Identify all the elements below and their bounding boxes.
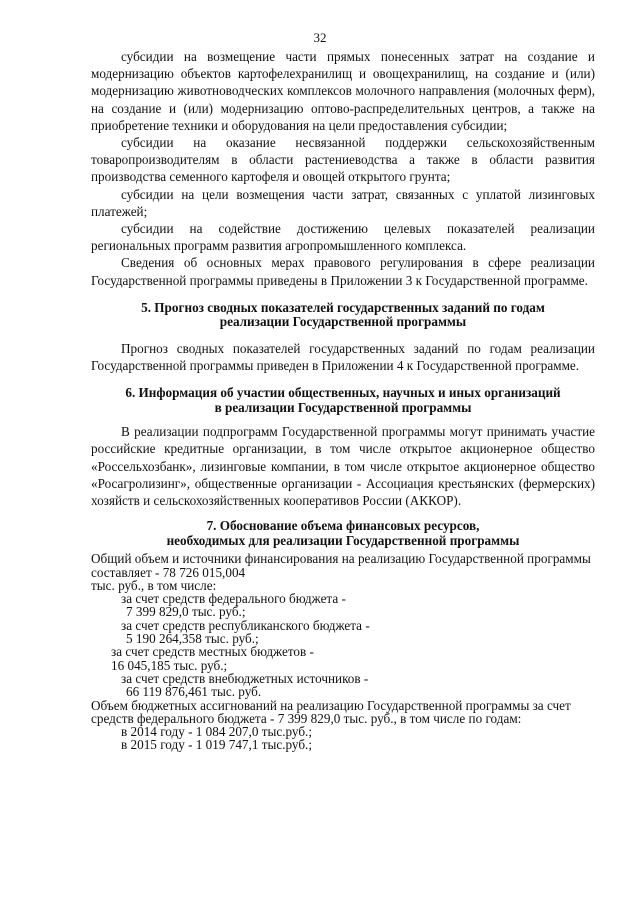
section-5-heading-line2: реализации Государственной программы bbox=[219, 314, 467, 330]
document-body bbox=[91, 48, 595, 752]
section-6 bbox=[91, 386, 595, 415]
section-5 bbox=[91, 301, 595, 330]
paragraph-legal-regulation: Сведения об основных мерах правового регулирования в сфере реализации Государственной программы приведены в Приложении 3 к Государственной программе. bbox=[91, 255, 595, 288]
funding-total: Общий объем и источники финансирования на реализацию Государственной программы составляет - 78 726 015,004 bbox=[91, 551, 591, 580]
funding-2014: в 2014 году - 1 084 207,0 тыс.руб.; bbox=[121, 724, 312, 740]
paragraph-subsidy-crops: субсидии на оказание несвязанной поддержки сельскохозяйственным товаропроизводителям в области растениеводства а также в области развития производства семенного картофеля и овощей открытого грунта; bbox=[91, 135, 595, 185]
section-7-heading-line2: необходимых для реализации Государственной программы bbox=[166, 532, 520, 548]
section-6-heading-line2: в реализации Государственной программы bbox=[214, 399, 472, 415]
section-7 bbox=[91, 519, 595, 548]
funding-extrabudget-label: за счет средств внебюджетных источников - bbox=[121, 670, 369, 686]
section-6-heading-line1: 6. Информация об участии общественных, научных и иных организаций bbox=[125, 385, 561, 401]
funding-republic-value: 5 190 264,358 тыс. руб.; bbox=[126, 631, 259, 647]
paragraph-subsidy-targets: субсидии на содействие достижению целевых показателей реализации региональных программ развития агропромышленного комплекса. bbox=[91, 221, 595, 254]
section-5-heading-line1: 5. Прогноз сводных показателей государственных заданий по годам bbox=[141, 299, 545, 315]
funding-2015: в 2015 году - 1 019 747,1 тыс.руб.; bbox=[121, 737, 312, 753]
paragraph-subsidy-leasing: субсидии на цели возмещения части затрат, связанных с уплатой лизинговых платежей; bbox=[91, 186, 595, 219]
section-6-text: В реализации подпрограмм Государственной программы могут принимать участие российские кредитные организации, в том числе открытое акционерное общество «Россельхозбанк», лизинговые компании, в том числе открытое акционерное общество «Росагролизинг», общественные организации - Ассоциация крестьянских (фермерских) хозяйств и сельскохозяйственных кооперативов России (АККОР). bbox=[91, 424, 595, 509]
funding-extrabudget-value: 66 119 876,461 тыс. руб. bbox=[126, 684, 262, 700]
page-number: 32 bbox=[313, 30, 327, 45]
section-7-heading-line1: 7. Обоснование объема финансовых ресурсов, bbox=[206, 518, 480, 534]
paragraph-subsidy-storage: субсидии на возмещение части прямых понесенных затрат на создание и модернизацию объектов картофелехранилищ и овощехранилищ, на создание и (или) модернизацию животноводческих комплексов молочного направления (молочных ферм), на создание и (или) модернизацию оптово-распределительных центров, а также на приобретение техники и оборудования на цели предоставления субсидии; bbox=[91, 49, 595, 133]
funding-federal-value: 7 399 829,0 тыс. руб.; bbox=[126, 604, 246, 620]
section-5-text: Прогноз сводных показателей государственных заданий по годам реализации Государственной программы приведен в Приложении 4 к Государственной программе. bbox=[91, 340, 595, 374]
funding-federal-allocations: Объем бюджетных ассигнований на реализацию Государственной программы за счет средств федерального бюджета - 7 399 829,0 тыс. руб., в том числе по годам: bbox=[91, 697, 571, 726]
funding-federal-label: за счет средств федерального бюджета - bbox=[121, 591, 346, 607]
funding-republic-label: за счет средств республиканского бюджета - bbox=[121, 617, 370, 633]
funding-total-units: тыс. руб., в том числе: bbox=[91, 577, 217, 593]
funding-local-value: 16 045,185 тыс. руб.; bbox=[111, 657, 228, 673]
funding-local-label: за счет средств местных бюджетов - bbox=[111, 644, 314, 660]
